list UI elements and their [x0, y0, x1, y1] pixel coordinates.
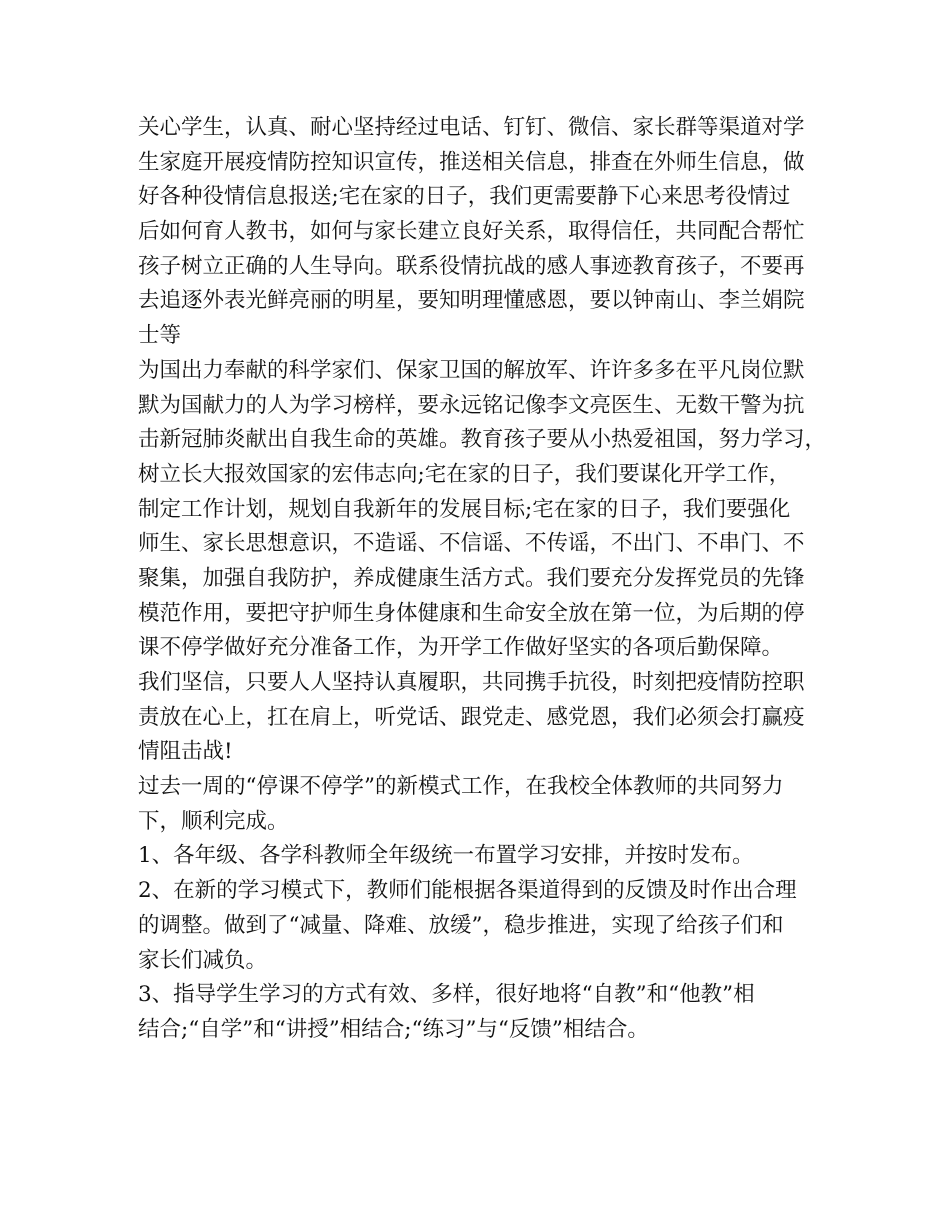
text-line: 1、各年级、各学科教师全年级统一布置学习安排，并按时发布。	[138, 843, 754, 869]
text-line: 2、在新的学习模式下，教师们能根据各渠道得到的反馈及时作出合理	[138, 878, 797, 904]
text-line: 师生、家长思想意识，不造谣、不信谣、不传谣，不出门、不串门、不	[138, 531, 805, 557]
text-line: 家长们减负。	[138, 947, 268, 973]
text-line: 过去一周的“停课不停学”的新模式工作，在我校全体教师的共同努力	[138, 774, 784, 800]
text-line: 去追逐外表光鲜亮丽的明星，要知明理懂感恩，要以钟南山、李兰娟院	[138, 288, 805, 314]
text-line: 的调整。做到了“减量、降难、放缓”，稳步推进，实现了给孩子们和	[138, 912, 784, 938]
text-line: 情阻击战!	[138, 739, 233, 765]
text-line: 关心学生，认真、耐心坚持经过电话、钉钉、微信、家长群等渠道对学	[138, 115, 805, 140]
text-line: 生家庭开展疫情防控知识宣传，推送相关信息，排查在外师生信息，做	[138, 149, 805, 175]
text-line: 树立长大报效国家的宏伟志向;宅在家的日子，我们要谋化开学工作，	[138, 461, 791, 487]
text-line: 默为国献力的人为学习榜样，要永远铭记像李文亮医生、无数干警为抗	[138, 392, 805, 418]
text-line: 责放在心上，扛在肩上，听党话、跟党走、感党恩，我们必须会打赢疫	[138, 704, 805, 730]
text-line: 后如何育人教书，如何与家长建立良好关系，取得信任，共同配合帮忙	[138, 219, 805, 245]
text-line: 为国出力奉献的科学家们、保家卫国的解放军、许许多多在平凡岗位默	[138, 357, 805, 383]
text-line: 下，顺利完成。	[138, 808, 289, 834]
text-line: 结合;“自学”和“讲授”相结合;“练习”与“反馈”相结合。	[138, 1016, 649, 1042]
body-text	[138, 111, 838, 1048]
text-line: 3、指导学生学习的方式有效、多样，很好地将“自教”和“他教”相	[138, 982, 755, 1008]
text-line: 模范作用，要把守护师生身体健康和生命安全放在第一位，为后期的停	[138, 600, 805, 626]
text-line: 聚集，加强自我防护，养成健康生活方式。我们要充分发挥党员的先锋	[138, 565, 805, 591]
text-line: 击新冠肺炎献出自我生命的英雄。教育孩子要从小热爱祖国，努力学习，	[138, 427, 827, 453]
text-line: 我们坚信，只要人人坚持认真履职，共同携手抗役，时刻把疫情防控职	[138, 670, 805, 695]
text-line: 课不停学做好充分准备工作，为开学工作做好坚实的各项后勤保障。	[138, 635, 784, 661]
text-line: 孩子树立正确的人生导向。联系役情抗战的感人事迹教育孩子，不要再	[138, 253, 805, 279]
text-line: 好各种役情信息报送;宅在家的日子，我们更需要静下心来思考役情过	[138, 184, 791, 210]
text-line: 制定工作计划，规划自我新年的发展目标;宅在家的日子，我们要强化	[138, 496, 791, 522]
text-line: 士等	[138, 323, 182, 349]
